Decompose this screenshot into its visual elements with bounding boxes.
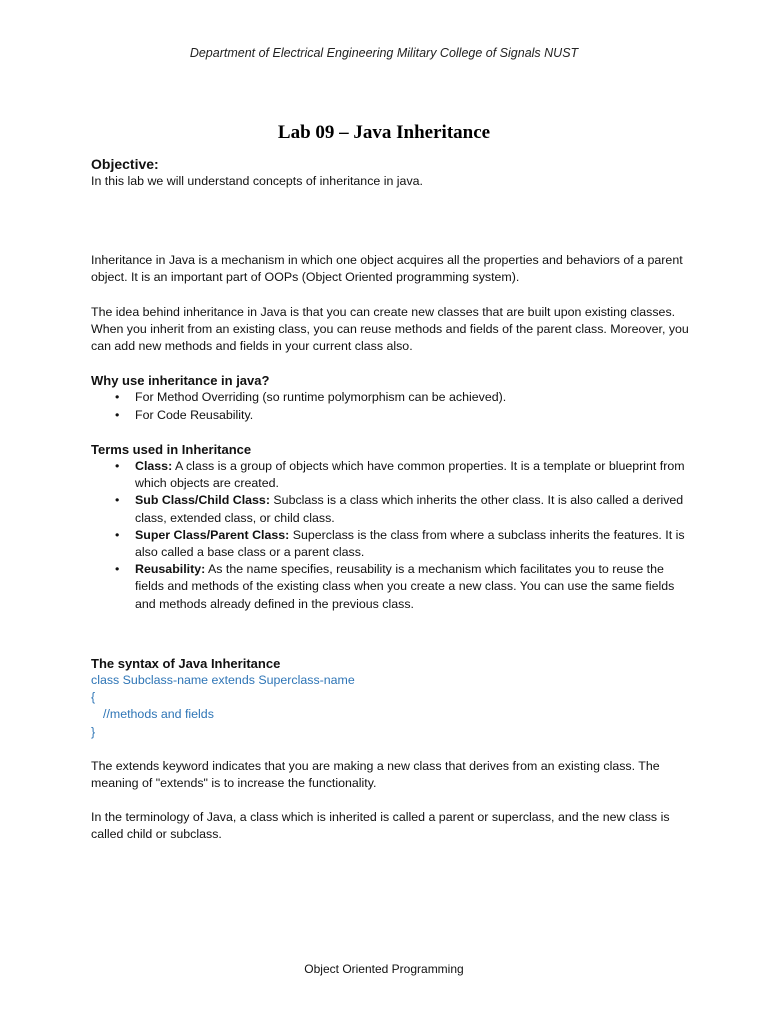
term-label: Class: <box>135 459 173 474</box>
bullet-icon: • <box>115 390 120 405</box>
document-body <box>91 156 691 861</box>
bullet-icon: • <box>115 562 120 577</box>
code-snippet <box>91 672 691 741</box>
syntax-heading: The syntax of Java Inheritance <box>91 655 281 671</box>
list-item <box>115 561 691 613</box>
why-heading: Why use inheritance in java? <box>91 373 270 389</box>
closing-paragraph-1: The extends keyword indicates that you are making a new class that derives from an existing class. The meaning of "extends" is to increase the functionality. <box>91 758 660 791</box>
objective-heading: Objective: <box>91 156 159 172</box>
code-line: { <box>91 690 96 705</box>
term-label: Super Class/Parent Class: <box>135 527 290 542</box>
objective-text: In this lab we will understand concepts of inheritance in java. <box>91 174 423 188</box>
term-label: Sub Class/Child Class: <box>135 493 270 508</box>
bullet-icon: • <box>115 407 120 422</box>
term-label: Reusability: <box>135 562 206 577</box>
why-list <box>91 389 691 423</box>
bullet-icon: • <box>115 493 120 508</box>
intro-paragraph-1: Inheritance in Java is a mechanism in which one object acquires all the properties and behaviors of a parent object. It is an important part of OOPs (Object Oriented programming system). <box>91 253 683 285</box>
list-item: • For Code Reusability. <box>135 407 691 424</box>
closing-paragraph-2: In the terminology of Java, a class which is inherited is called a parent or superclass, and the new class is called child or subclass. <box>91 810 670 842</box>
page-footer: Object Oriented Programming <box>304 962 464 976</box>
list-item: • For Method Overriding (so runtime polymorphism can be achieved). <box>135 389 691 406</box>
term-definition: Superclass is the class from where a subclass inherits the features. It is also called a base class or a parent class. <box>135 527 685 560</box>
terms-list <box>91 458 691 613</box>
bullet-icon: • <box>115 459 120 474</box>
term-definition: Subclass is a class which inherits the other class. It is also called a derived class, extended class, or child class. <box>135 493 684 525</box>
term-definition: A class is a group of objects which have common properties. It is a template or blueprint from which objects are created. <box>135 459 685 491</box>
terms-heading: Terms used in Inheritance <box>91 441 252 457</box>
term-definition: As the name specifies, reusability is a mechanism which facilitates you to reuse the fields and methods of the existing class when you create a new class. You can use the same fields and methods already defined in the previous class. <box>135 562 675 611</box>
list-item <box>115 527 691 561</box>
bullet-icon: • <box>115 527 120 542</box>
code-line: class Subclass-name extends Superclass-name <box>91 673 355 688</box>
page-header: Department of Electrical Engineering Military College of Signals NUST <box>189 46 579 60</box>
list-item <box>115 492 691 526</box>
code-line: //methods and fields <box>103 707 214 722</box>
page-title: Lab 09 – Java Inheritance <box>277 122 491 143</box>
list-item <box>115 458 691 492</box>
intro-paragraph-2: The idea behind inheritance in Java is that you can create new classes that are built upon existing classes. When you inherit from an existing class, you can reuse methods and fields of the parent class. Moreover, you can add new methods and fields in your current class also. <box>91 304 689 354</box>
code-line: } <box>91 724 96 739</box>
